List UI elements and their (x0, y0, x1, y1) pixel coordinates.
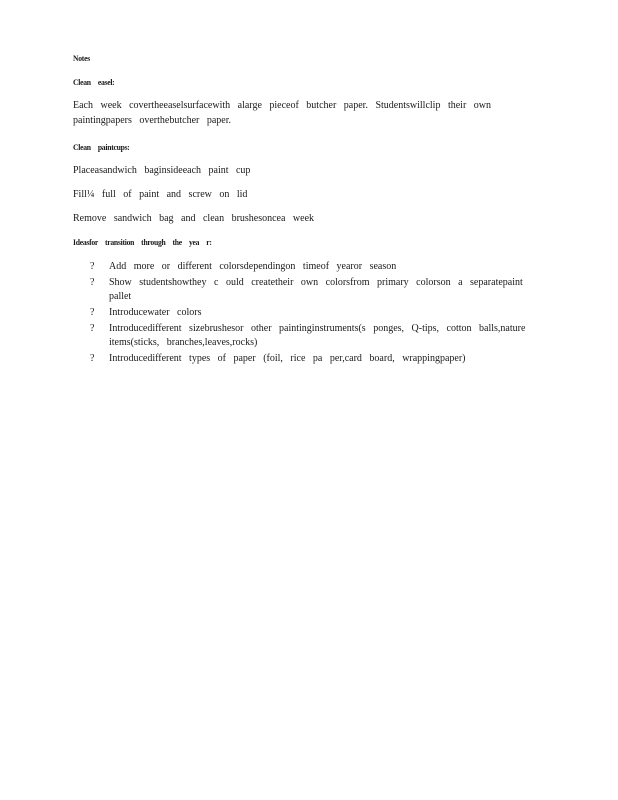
bullet-mark: ? (90, 277, 95, 288)
list-item-text: Add more or different colorsdependingon timeof yearor season (109, 261, 397, 272)
easel-paragraph: Each week covertheeaselsurfacewith alarge pieceof butcher paper. Studentswillclip their own paintingpapers overthebutcher paper. (73, 100, 491, 126)
bullet-mark: ? (90, 307, 95, 318)
list-item (90, 276, 530, 304)
list-item-text: Introducedifferent types of paper (foil, rice pa per,card board, wrappingpaper) (109, 353, 466, 364)
bullet-mark: ? (90, 261, 95, 272)
list-item-text: Introducedifferent sizebrushesor other paintinginstruments(s ponges, Q-tips, cotton balls,nature items(sticks, branches,leaves,rocks) (109, 323, 526, 348)
paintcups-heading: Clean paintcups: (73, 142, 130, 152)
list-item-text: Introducewater colors (109, 307, 202, 318)
list-item (90, 260, 530, 274)
list-item (90, 322, 530, 350)
list-item-text: Show studentshowthey c ould createtheir own colorsfrom primary colorson a separatepaint pallet (109, 277, 523, 302)
notes-title: Notes (73, 53, 90, 63)
bullet-mark: ? (90, 323, 95, 334)
easel-heading: Clean easel: (73, 77, 115, 87)
ideas-heading: Ideasfor transition through the yea r: (73, 237, 212, 247)
paintcups-line-2: Fill¼ full of paint and screw on lid (73, 189, 248, 200)
bullet-mark: ? (90, 353, 95, 364)
list-item (90, 306, 530, 320)
ideas-list (90, 260, 530, 368)
paintcups-line-1: Placeasandwich baginsideeach paint cup (73, 165, 251, 176)
paintcups-line-3: Remove sandwich bag and clean brushesoncea week (73, 213, 315, 224)
list-item (90, 352, 530, 366)
